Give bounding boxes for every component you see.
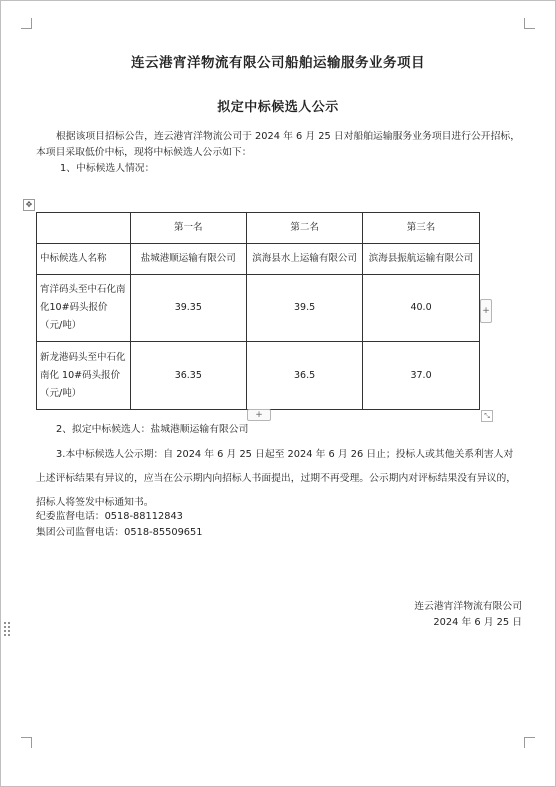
table-cell[interactable]: 滨海县振航运输有限公司 (363, 243, 480, 274)
document-title: 连云港宵洋物流有限公司船舶运输服务业务项目 (131, 55, 425, 71)
contact-line-discipline: 纪委监督电话：0518-88112843 (36, 511, 183, 522)
add-row-button[interactable]: + (247, 409, 271, 421)
margin-corner-mark (21, 737, 32, 748)
document-subtitle: 拟定中标候选人公示 (217, 100, 339, 115)
table-header-cell[interactable]: 第二名 (247, 213, 363, 244)
table-cell[interactable]: 39.35 (130, 274, 247, 342)
signature-company: 连云港宵洋物流有限公司 (414, 601, 522, 612)
table-header-cell[interactable]: 第三名 (363, 213, 480, 244)
signature-date: 2024 年 6 月 25 日 (433, 617, 522, 628)
table-row (37, 342, 480, 410)
table-cell[interactable]: 36.5 (247, 342, 363, 410)
table-resize-icon[interactable]: ⤡ (481, 410, 493, 422)
table-header-row (37, 213, 480, 244)
table-row (37, 243, 480, 274)
candidate-table (36, 212, 480, 410)
section-heading-2: 2、拟定中标候选人：盐城港顺运输有限公司 (56, 424, 249, 435)
table-cell[interactable]: 滨海县水上运输有限公司 (247, 243, 363, 274)
row-label-cell[interactable]: 宵洋码头至中石化南化10#码头报价（元/吨） (37, 274, 131, 342)
margin-corner-mark (524, 737, 535, 748)
row-label-cell[interactable]: 中标候选人名称 (37, 243, 131, 274)
margin-corner-mark (21, 18, 32, 29)
add-column-button[interactable]: + (480, 299, 492, 323)
table-move-handle-icon[interactable]: ✥ (23, 199, 35, 211)
table-header-cell[interactable] (37, 213, 131, 244)
margin-corner-mark (524, 18, 535, 29)
table-cell[interactable]: 39.5 (247, 274, 363, 342)
intro-paragraph: 根据该项目招标公告，连云港宵洋物流公司于 2024 年 6 月 25 日对船舶运输服务业务项目进行公开招标，本项目采取低价中标，现将中标候选人公示如下： (36, 131, 520, 158)
table-cell[interactable]: 盐城港顺运输有限公司 (130, 243, 247, 274)
contact-line-group: 集团公司监督电话：0518-85509651 (36, 527, 203, 538)
drag-grip-icon[interactable] (3, 621, 11, 637)
table-cell[interactable]: 40.0 (363, 274, 480, 342)
table-row (37, 274, 480, 342)
row-label-cell[interactable]: 新龙港码头至中石化南化 10#码头报价（元/吨） (37, 342, 131, 410)
table-cell[interactable]: 36.35 (130, 342, 247, 410)
table-cell[interactable]: 37.0 (363, 342, 480, 410)
publicity-period-paragraph: 3.本中标候选人公示期：自 2024 年 6 月 25 日起至 2024 年 6 月 26 日止；投标人或其他关系利害人对上述评标结果有异议的，应当在公示期内向招标人书面提出，过期不再受理。公示期内对评标结果没有异议的，招标人将签发中标通知书。 (36, 449, 517, 508)
section-heading-1: 1、中标候选人情况： (60, 163, 155, 174)
table-header-cell[interactable]: 第一名 (130, 213, 247, 244)
